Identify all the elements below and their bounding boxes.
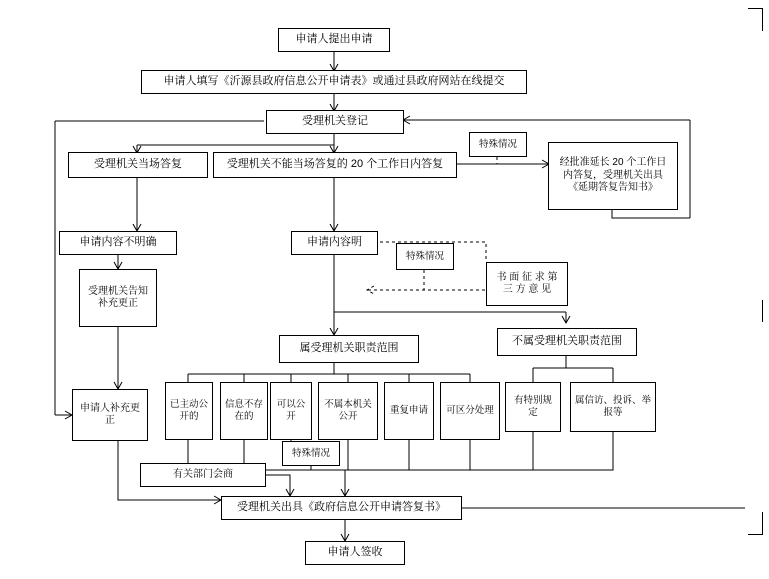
node-applicant-sign-receipt: 申请人签收 [305, 541, 405, 565]
node-already-disclosed: 已主动公开的 [165, 382, 213, 440]
node-can-disclose: 可以公开 [270, 382, 312, 440]
node-onsite-reply: 受理机关当场答复 [68, 152, 208, 178]
node-extended-reply-notice: 经批准延长 20 个工作日内答复，受理机关出具《延期答复告知书》 [548, 142, 678, 210]
node-separable-handling: 可区分处理 [440, 382, 500, 440]
node-request-clear: 申请内容明 [291, 231, 378, 255]
node-special-provision: 有特别规定 [505, 382, 561, 432]
annotation-special-case-1: 特殊情况 [469, 132, 527, 157]
node-request-unclear: 申请内容不明确 [59, 231, 177, 255]
frame-corner-bottom-right [748, 512, 763, 535]
node-within-agency-scope: 属受理机关职责范围 [279, 335, 419, 363]
node-outside-agency-scope: 不属受理机关职责范围 [497, 328, 637, 356]
node-notify-supplement: 受理机关告知补充更正 [79, 269, 157, 327]
node-issue-reply-document: 受理机关出具《政府信息公开申请答复书》 [221, 496, 462, 520]
node-fill-application-form: 申请人填写《沂源县政府信息公开申请表》或通过县政府网站在线提交 [141, 70, 527, 94]
annotation-special-case-3: 特殊情况 [282, 441, 340, 466]
node-petition-complaint: 属信访、投诉、举报等 [570, 382, 656, 432]
frame-corner-top-right [748, 8, 763, 31]
node-reply-within-20-days: 受理机关不能当场答复的 20 个工作日内答复 [213, 152, 457, 178]
node-info-not-exist: 信息不存在的 [220, 382, 268, 440]
node-applicant-submit: 申请人提出申请 [278, 28, 390, 52]
frame-corner-middle-right [748, 300, 763, 322]
node-third-party-opinion: 书 面 征 求 第 三 方 意 见 [486, 262, 568, 306]
node-not-this-agency: 不属本机关公开 [318, 382, 378, 440]
annotation-special-case-2: 特殊情况 [396, 243, 454, 270]
node-departments-consultation: 有关部门会商 [140, 463, 266, 487]
node-repeat-application: 重复申请 [384, 382, 434, 440]
node-applicant-supplement: 申请人补充更正 [72, 389, 148, 441]
node-agency-registration: 受理机关登记 [266, 110, 404, 134]
